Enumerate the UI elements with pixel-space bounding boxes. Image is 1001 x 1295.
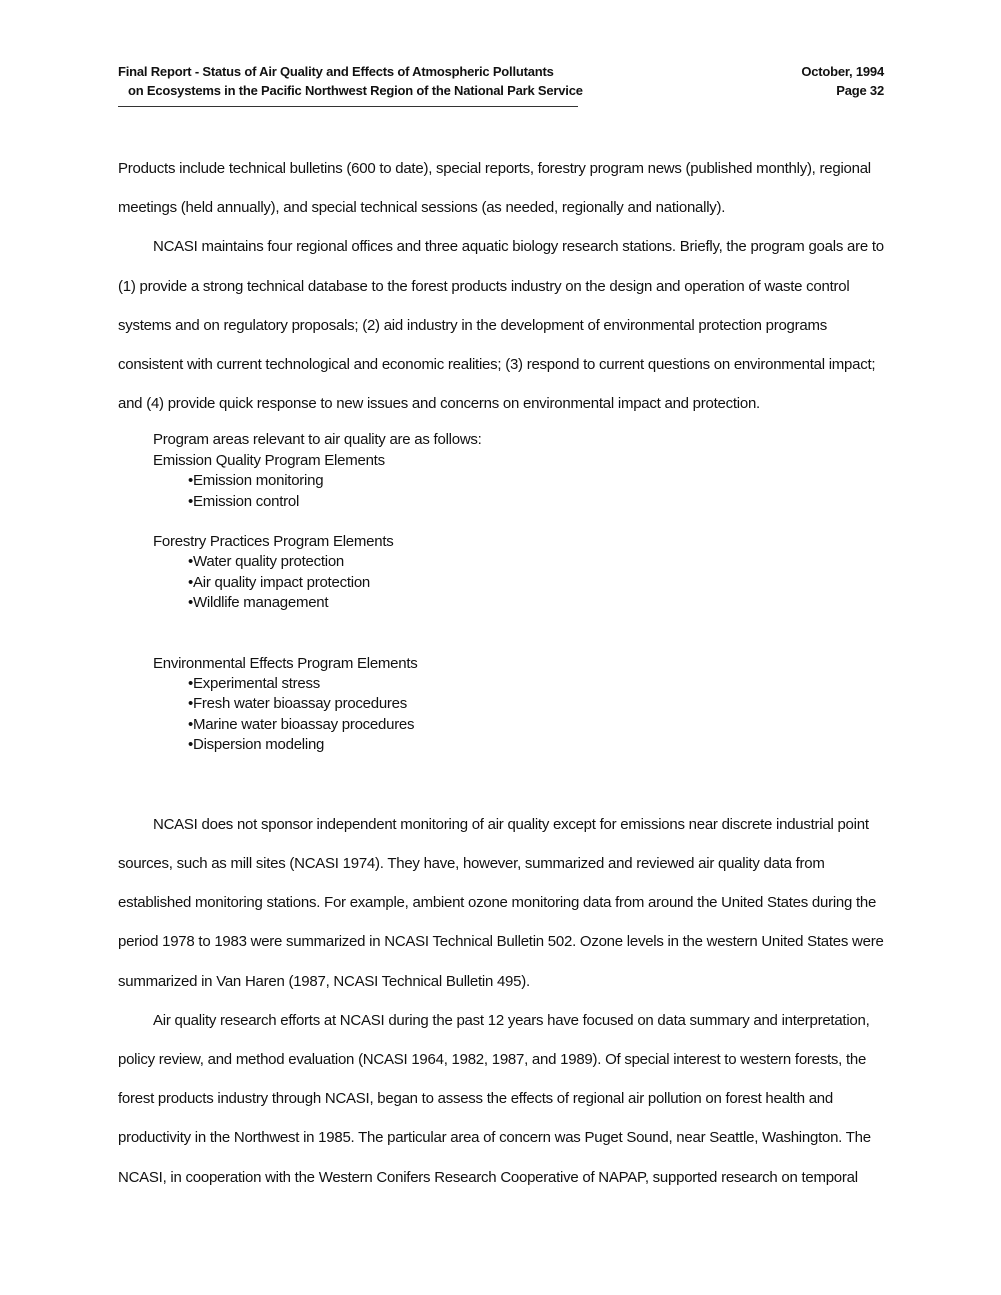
header-rule: [118, 106, 578, 107]
list-item: •Experimental stress: [188, 675, 320, 693]
page-body: [118, 149, 884, 1197]
header-meta: [801, 62, 884, 100]
report-title-line-2: on Ecosystems in the Pacific Northwest Region of the National Park Service: [128, 83, 583, 98]
emission-quality-heading: Emission Quality Program Elements: [153, 451, 385, 469]
environmental-effects-heading: Environmental Effects Program Elements: [153, 654, 418, 672]
paragraph-monitoring: NCASI does not sponsor independent monitoring of air quality except for emissions near discrete industrial point sources, such as mill sites (NCASI 1974). They have, however, summarized and reviewed air quality data from established monitoring stations. For example, ambient ozone monitoring data from around the United States during the period 1978 to 1983 were summarized in NCASI Technical Bulletin 502. Ozone levels in the western United States were summarized in Van Haren (1987, NCASI Technical Bulletin 495).: [118, 815, 884, 990]
list-item: •Emission monitoring: [188, 472, 324, 490]
report-title-line-1: Final Report - Status of Air Quality and Effects of Atmospheric Pollutants: [118, 64, 554, 79]
page-number: Page 32: [836, 83, 884, 98]
forestry-practices-heading: Forestry Practices Program Elements: [153, 533, 394, 551]
program-areas-intro: Program areas relevant to air quality are as follows:: [153, 431, 482, 449]
paragraph-products: Products include technical bulletins (600 to date), special reports, forestry program news (published monthly), regional meetings (held annually), and special technical sessions (as needed, regionally and nationally).: [118, 160, 871, 217]
program-areas: [118, 430, 884, 755]
report-date: October, 1994: [801, 64, 884, 79]
list-item: •Wildlife management: [188, 594, 329, 612]
list-spacer: [153, 614, 884, 654]
paragraph-research-efforts: Air quality research efforts at NCASI during the past 12 years have focused on data summary and interpretation, policy review, and method evaluation (NCASI 1964, 1982, 1987, and 1989). Of special interest to western forests, the forest products industry through NCASI, began to assess the effects of regional air pollution on forest health and productivity in the Northwest in 1985. The particular area of concern was Puget Sound, near Seattle, Washington. The NCASI, in cooperation with the Western Conifers Research Cooperative of NAPAP, supported research on temporal: [118, 1011, 871, 1186]
list-item: •Water quality protection: [188, 553, 345, 571]
report-title: [118, 62, 583, 100]
list-spacer: [153, 512, 884, 532]
list-item: •Dispersion modeling: [188, 736, 325, 754]
list-item: •Emission control: [188, 492, 300, 510]
paragraph-program-goals: NCASI maintains four regional offices and three aquatic biology research stations. Briefly, the program goals are to (1) provide a strong technical database to the forest products industry on the design and operation of waste control systems and on regulatory proposals; (2) aid industry in the development of environmental protection programs consistent with current technological and economic realities; (3) respond to current questions on environmental impact; and (4) provide quick response to new issues and concerns on environmental impact and protection.: [118, 238, 884, 413]
list-item: •Fresh water bioassay procedures: [188, 695, 408, 713]
list-item: •Air quality impact protection: [188, 573, 370, 591]
list-item: •Marine water bioassay procedures: [188, 715, 415, 733]
